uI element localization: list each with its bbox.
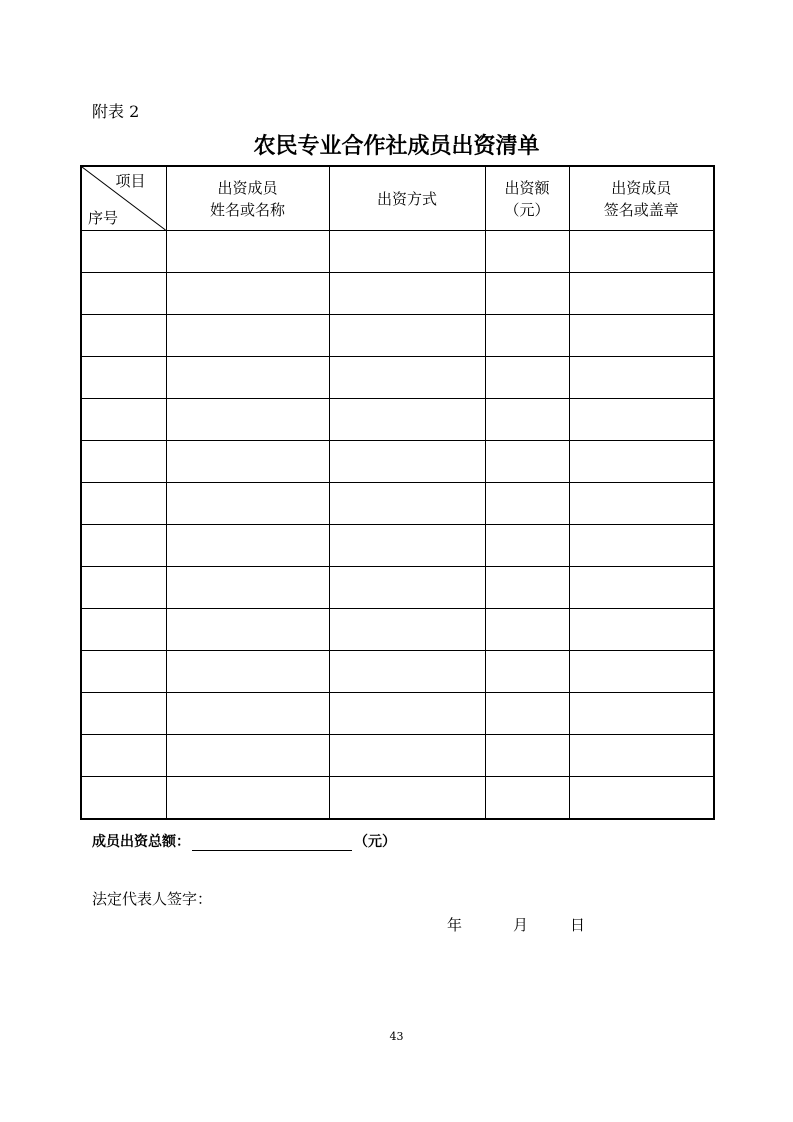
table-cell[interactable] [329, 567, 485, 609]
table-cell[interactable] [485, 567, 569, 609]
table-cell[interactable] [81, 231, 166, 273]
table-header-row [81, 166, 714, 231]
table-row [81, 693, 714, 735]
table-row [81, 231, 714, 273]
table-cell[interactable] [329, 399, 485, 441]
table-cell[interactable] [81, 441, 166, 483]
table-cell[interactable] [329, 651, 485, 693]
table-row [81, 483, 714, 525]
table-cell[interactable] [329, 357, 485, 399]
table-cell[interactable] [81, 651, 166, 693]
table-cell[interactable] [329, 273, 485, 315]
table-cell[interactable] [166, 651, 329, 693]
table-cell[interactable] [329, 315, 485, 357]
table-cell[interactable] [485, 231, 569, 273]
table-cell[interactable] [166, 693, 329, 735]
corner-label-item: 项目 [115, 172, 146, 190]
table-cell[interactable] [166, 399, 329, 441]
table-cell[interactable] [81, 609, 166, 651]
column-header-line: 出资成员 [217, 178, 278, 197]
table-cell[interactable] [485, 399, 569, 441]
appendix-label: 附表 2 [92, 102, 140, 121]
table-cell[interactable] [329, 441, 485, 483]
table-cell[interactable] [81, 315, 166, 357]
table-cell[interactable] [329, 777, 485, 820]
table-cell[interactable] [329, 231, 485, 273]
table-row [81, 609, 714, 651]
table-row [81, 567, 714, 609]
table-cell[interactable] [569, 441, 714, 483]
table-cell[interactable] [166, 525, 329, 567]
table-cell[interactable] [329, 525, 485, 567]
corner-label-serial: 序号 [88, 209, 119, 227]
table-row [81, 315, 714, 357]
table-cell[interactable] [81, 483, 166, 525]
date-year: 年 [447, 916, 463, 934]
table-cell[interactable] [81, 357, 166, 399]
table-cell[interactable] [485, 483, 569, 525]
table-cell[interactable] [485, 651, 569, 693]
page-number: 43 [389, 1030, 404, 1043]
date-month: 月 [513, 916, 529, 934]
table-cell[interactable] [485, 315, 569, 357]
table-cell[interactable] [485, 609, 569, 651]
table-cell[interactable] [329, 609, 485, 651]
table-cell[interactable] [166, 777, 329, 820]
column-header-line: 出资方式 [376, 189, 437, 208]
column-header-line: 出资成员 [611, 178, 672, 197]
table-cell[interactable] [485, 777, 569, 820]
table-cell[interactable] [81, 399, 166, 441]
column-header-amount [485, 166, 569, 231]
table-cell[interactable] [569, 693, 714, 735]
total-blank-field[interactable] [192, 836, 352, 851]
table-row [81, 399, 714, 441]
table-cell[interactable] [329, 735, 485, 777]
table-cell[interactable] [81, 777, 166, 820]
table-cell[interactable] [329, 483, 485, 525]
table-cell[interactable] [166, 273, 329, 315]
table-cell[interactable] [81, 735, 166, 777]
total-unit: （元） [354, 834, 396, 850]
table-cell[interactable] [166, 357, 329, 399]
table-cell[interactable] [569, 399, 714, 441]
contribution-table [80, 165, 715, 820]
table-cell[interactable] [569, 609, 714, 651]
table-cell[interactable] [485, 273, 569, 315]
table-cell[interactable] [166, 483, 329, 525]
table-row [81, 441, 714, 483]
table-cell[interactable] [166, 441, 329, 483]
column-header-member-name [166, 166, 329, 231]
table-cell[interactable] [166, 315, 329, 357]
table-cell[interactable] [485, 525, 569, 567]
table-cell[interactable] [485, 441, 569, 483]
table-cell[interactable] [569, 651, 714, 693]
column-header-line: 签名或盖章 [603, 200, 679, 219]
table-cell[interactable] [166, 735, 329, 777]
column-header-method [329, 166, 485, 231]
table-cell[interactable] [569, 777, 714, 820]
column-header-line: 出资额 [504, 178, 550, 197]
table-cell[interactable] [569, 231, 714, 273]
table-body [81, 231, 714, 820]
table-cell[interactable] [485, 693, 569, 735]
table-cell[interactable] [81, 693, 166, 735]
table-cell[interactable] [569, 525, 714, 567]
column-header-line: 姓名或名称 [209, 200, 285, 219]
table-cell[interactable] [81, 567, 166, 609]
table-cell[interactable] [569, 567, 714, 609]
table-cell[interactable] [166, 567, 329, 609]
table-cell[interactable] [569, 357, 714, 399]
table-row [81, 651, 714, 693]
document-title: 农民专业合作社成员出资清单 [253, 134, 540, 159]
table-cell[interactable] [329, 693, 485, 735]
corner-header-cell [81, 166, 166, 231]
column-header-signature [569, 166, 714, 231]
table-cell[interactable] [569, 273, 714, 315]
date-day: 日 [570, 916, 586, 934]
table-cell[interactable] [569, 735, 714, 777]
table-cell[interactable] [81, 273, 166, 315]
table-row [81, 357, 714, 399]
column-header-line: （元） [504, 200, 550, 219]
table-cell[interactable] [569, 483, 714, 525]
table-cell[interactable] [485, 357, 569, 399]
table-cell[interactable] [485, 735, 569, 777]
table-row [81, 525, 714, 567]
table-cell[interactable] [166, 231, 329, 273]
table-row [81, 735, 714, 777]
legal-representative-signature: 法定代表人签字： [92, 890, 213, 908]
table-cell[interactable] [569, 315, 714, 357]
table-cell[interactable] [81, 525, 166, 567]
total-contribution-line [92, 831, 396, 851]
table-row [81, 273, 714, 315]
table-row [81, 777, 714, 820]
table-cell[interactable] [166, 609, 329, 651]
total-label: 成员出资总额： [92, 834, 190, 850]
